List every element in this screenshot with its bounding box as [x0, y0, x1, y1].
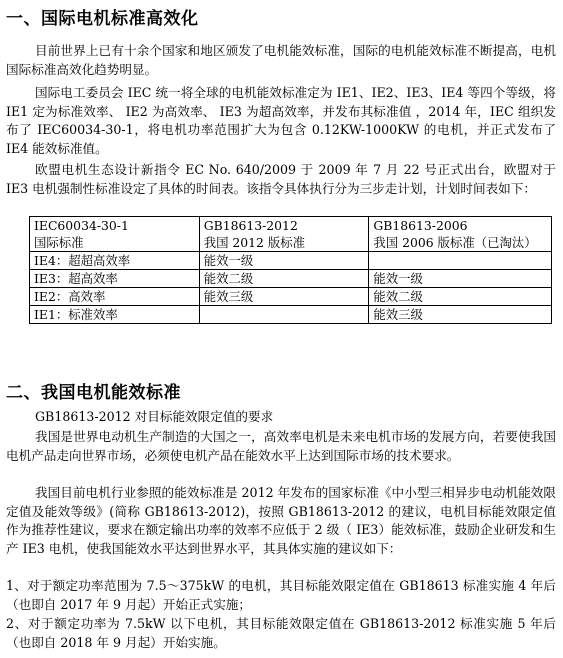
table-header-row [30, 217, 552, 252]
header-line1: IEC60034-30-1 [34, 218, 129, 233]
table-cell: IE2：高效率 [30, 288, 200, 306]
table-cell: 能效一级 [369, 270, 552, 288]
section2-heading: 二、我国电机能效标准 [6, 383, 181, 403]
table-header-cell [30, 217, 200, 252]
table-header-cell [199, 217, 369, 252]
section2-paragraph-2: 我国是世界电动机生产制造的大国之一，高效率电机是未来电机市场的发展方向，若要使我国电机产品走向世界市场，必须使电机产品在能效水平上达到国际市场的技术要求。 [6, 429, 556, 463]
table-cell [369, 252, 552, 270]
table-cell: IE4：超超高效率 [30, 252, 200, 270]
section2-paragraph-3: 我国目前电机行业参照的能效标准是 2012 年发布的国家标准《中小型三相异步电动机能效限定值及能效等级》(简称 GB18613-2012)，按照 GB18613-2012 的建议，电机目标能效限定值作为推荐性建议，要求在额定输出功率的效率不应低于 2 级（ IE3）能效标准，鼓励企业研发和生产 IE3 电机，使我国能效水平达到世界水平，其具体实施的建议如下： [6, 485, 556, 556]
table-row [30, 270, 552, 288]
section1-paragraph-3: 欧盟电机生态设计新指令 EC No. 640/2009 于 2009 年 7 月 22 号正式出台，欧盟对于 IE3 电机强制性标准设定了具体的时间表。该指令具体执行分为三步走计划，计划时间表如下： [6, 162, 556, 196]
table-row [30, 306, 552, 324]
table-cell: IE3：超高效率 [30, 270, 200, 288]
table-cell: 能效二级 [199, 270, 369, 288]
efficiency-standards-table [29, 216, 552, 324]
table-cell: 能效三级 [369, 306, 552, 324]
header-line1: GB18613-2006 [373, 218, 468, 233]
section2-list-item-1: 1、对于额定功率范围为 7.5～375kW 的电机，其目标能效限定值在 GB18613 标准实施 4 年后（也即自 2017 年 9 月起）开始正式实施； [6, 578, 556, 612]
table-row [30, 252, 552, 270]
section2-paragraph-1: GB18613-2012 对目标能效限定值的要求 [35, 409, 274, 424]
section1-paragraph-1: 目前世界上已有十余个国家和地区颁发了电机能效标准，国际的电机能效标准不断提高，电机国际标准高效化趋势明显。 [6, 43, 556, 77]
table-row [30, 288, 552, 306]
header-line2: 我国 2006 版标准（已淘汰） [373, 235, 537, 250]
section1-paragraph-2: 国际电工委员会 IEC 统一将全球的电机能效标准定为 IE1、IE2、IE3、IE4 等四个等级，将 IE1 定为标准效率、 IE2 为高效率、 IE3 为超高效率，并发布其标准值 ，2014 年，IEC 组织发布了 IEC60034-30-1，将电机功率范围扩大为包含 0.12KW-1000KW 的电机，并正式发布了 IE4 能效标准值。 [6, 85, 556, 156]
table-cell: 能效二级 [369, 288, 552, 306]
table-cell: IE1：标准效率 [30, 306, 200, 324]
header-line2: 我国 2012 版标准 [203, 235, 306, 250]
header-line2: 国际标准 [34, 235, 84, 250]
section2-list-item-2: 2、对于额定功率为 7.5kW 以下电机，其目标能效限定值在 GB18613-2012 标准实施 5 年后（也即自 2018 年 9 月起）开始实施。 [6, 616, 556, 650]
table-cell: 能效三级 [199, 288, 369, 306]
header-line1: GB18613-2012 [203, 218, 298, 233]
table-header-cell [369, 217, 552, 252]
section1-heading: 一、国际电机标准高效化 [6, 9, 199, 29]
table-cell [199, 306, 369, 324]
table-cell: 能效一级 [199, 252, 369, 270]
